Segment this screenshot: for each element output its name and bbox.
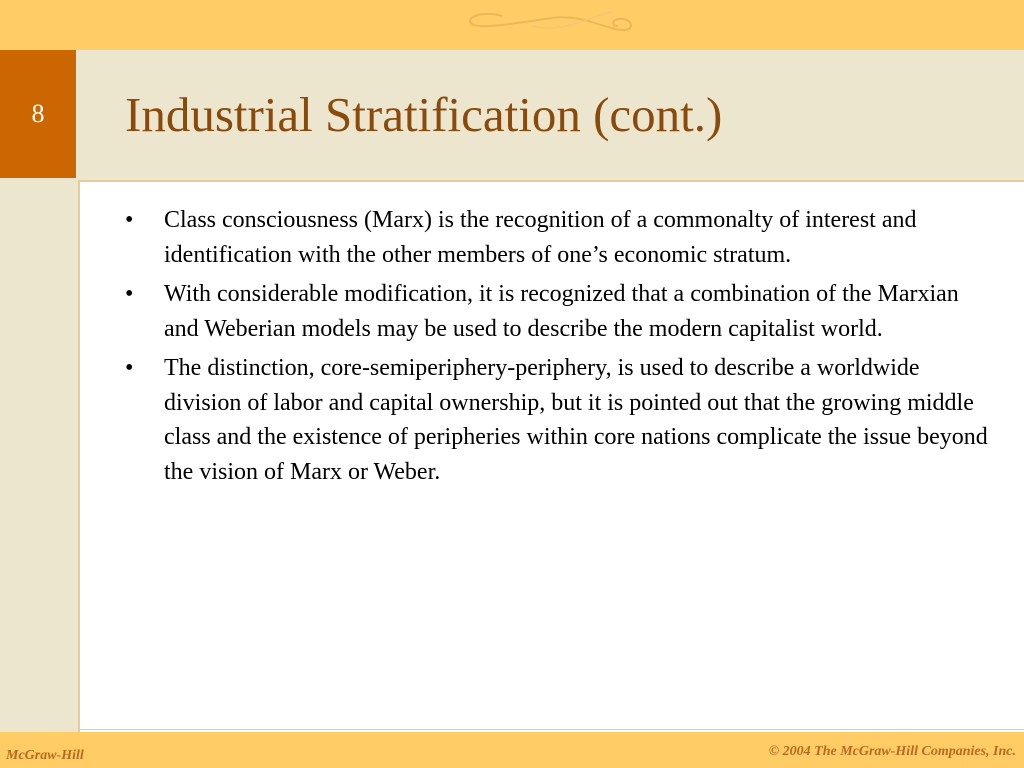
bottom-divider [78,729,1024,730]
top-band [0,0,1024,50]
copyright-notice: © 2004 The McGraw-Hill Companies, Inc. [768,744,1016,759]
bullet-icon: • [125,207,134,233]
bullet-item [118,203,988,272]
swirl-ornament-icon [462,4,637,40]
slide-number: 8 [0,50,76,178]
bullet-item [118,351,988,489]
bullet-icon: • [125,281,134,307]
publisher-name: McGraw-Hill [6,748,84,763]
slide-title: Industrial Stratification (cont.) [125,87,723,142]
bullet-text: The distinction, core-semiperiphery-periphery, is used to describe a worldwide division of labor and capital ownership, but it is pointed out that the growing middle class and the existence of peripheries within core nations complicate the issue beyond the vision of Marx or Weber. [164,355,988,485]
title-divider [78,180,1024,182]
bullet-item [118,277,988,346]
bullet-text: Class consciousness (Marx) is the recognition of a commonalty of interest and identification with the other members of one’s economic stratum. [164,207,917,268]
bullet-text: With considerable modification, it is recognized that a combination of the Marxian and Weberian models may be used to describe the modern capitalist world. [164,281,959,342]
left-divider [78,180,80,732]
bullet-list [118,203,988,494]
bullet-icon: • [125,355,134,381]
